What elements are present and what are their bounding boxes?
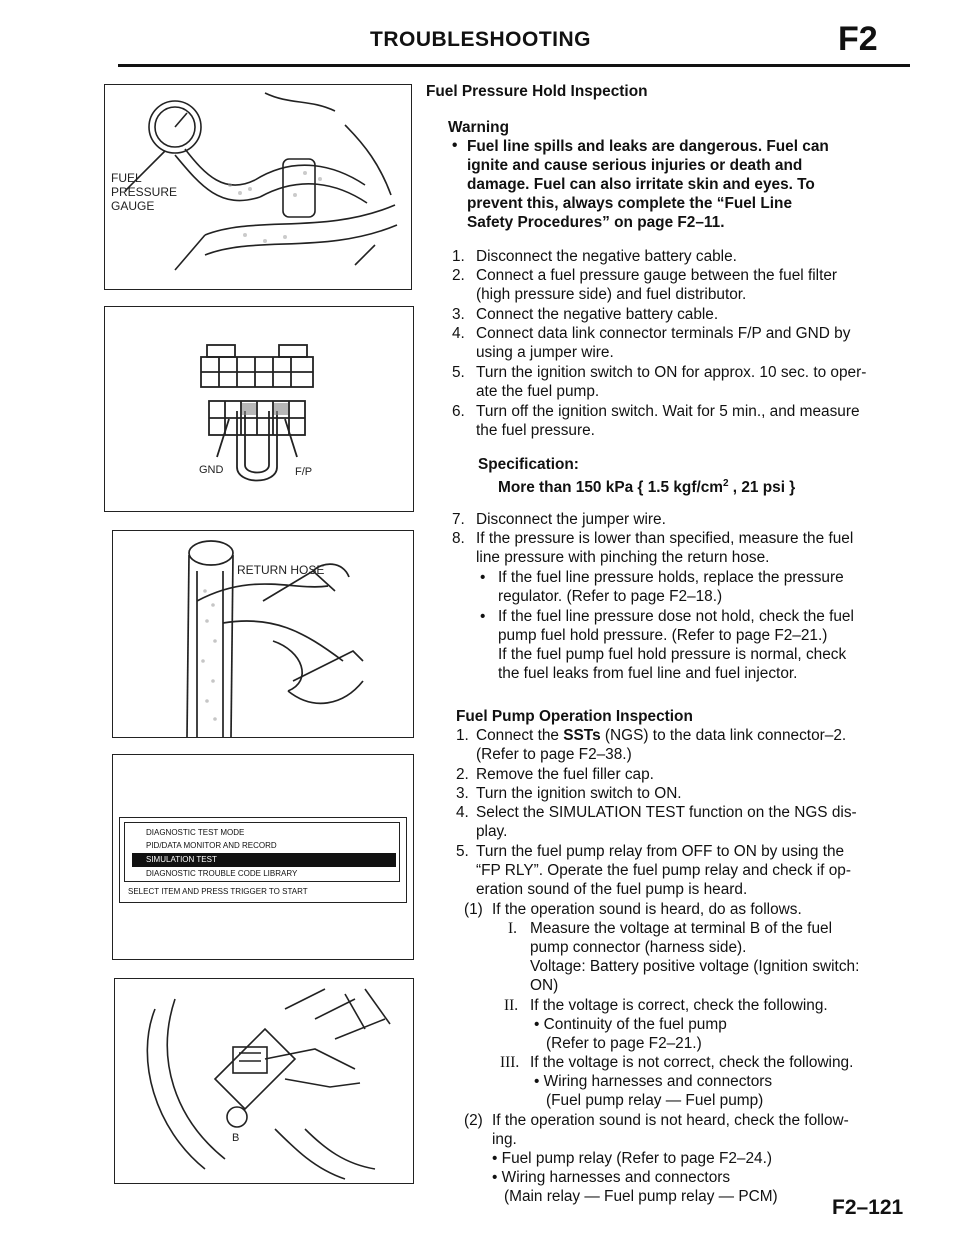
ngs-menu-item-selected: SIMULATION TEST [132, 853, 396, 867]
warning-bullet: • [452, 137, 458, 154]
gauge-label-3: GAUGE [111, 199, 155, 213]
warning-line: Fuel line spills and leaks are dangerous. Fuel can [467, 138, 829, 155]
fp-label: F/P [295, 466, 313, 478]
warning-line: Safety Procedures” on page F2–11. [467, 214, 725, 231]
warning-line: prevent this, always complete the “Fuel Line [467, 195, 792, 212]
ngs-prompt: SELECT ITEM AND PRESS TRIGGER TO START [128, 887, 308, 896]
ngs-menu-item: DIAGNOSTIC TROUBLE CODE LIBRARY [146, 869, 298, 878]
ngs-menu-item: DIAGNOSTIC TEST MODE [146, 828, 245, 837]
section1-title: Fuel Pressure Hold Inspection [426, 83, 648, 100]
hose-illustration [113, 531, 413, 737]
ngs-menu-item: PID/DATA MONITOR AND RECORD [146, 841, 277, 850]
figure-data-link-connector [104, 306, 414, 512]
gauge-label-2: PRESSURE [111, 185, 178, 199]
ngs-display [119, 817, 407, 903]
section-code: F2 [838, 20, 878, 58]
figure-fuel-pressure-gauge [104, 84, 412, 290]
figure-return-hose [112, 530, 414, 738]
figure-ngs-screen [112, 754, 414, 960]
spec-heading: Specification: [478, 456, 579, 473]
header-rule [118, 64, 910, 67]
warning-line: damage. Fuel can also irritate skin and eyes. To [467, 176, 815, 193]
gnd-label: GND [199, 464, 224, 476]
pump-illustration [115, 979, 413, 1183]
gauge-label-1: FUEL [111, 171, 142, 185]
warning-line: ignite and cause serious injuries or death and [467, 157, 803, 174]
page-number: F2–121 [832, 1196, 904, 1219]
connector-illustration [105, 307, 413, 511]
spec-value: More than 150 kPa { 1.5 kgf/$cm^2$ , 21 psi } [498, 478, 796, 497]
page-title: TROUBLESHOOTING [370, 28, 591, 51]
terminal-b-label: B [232, 1132, 240, 1144]
section2-title: Fuel Pump Operation Inspection [456, 708, 693, 725]
return-hose-label: RETURN HOSE [237, 563, 325, 577]
figure-fuel-pump-connector [114, 978, 414, 1184]
warning-heading: Warning [448, 119, 509, 136]
